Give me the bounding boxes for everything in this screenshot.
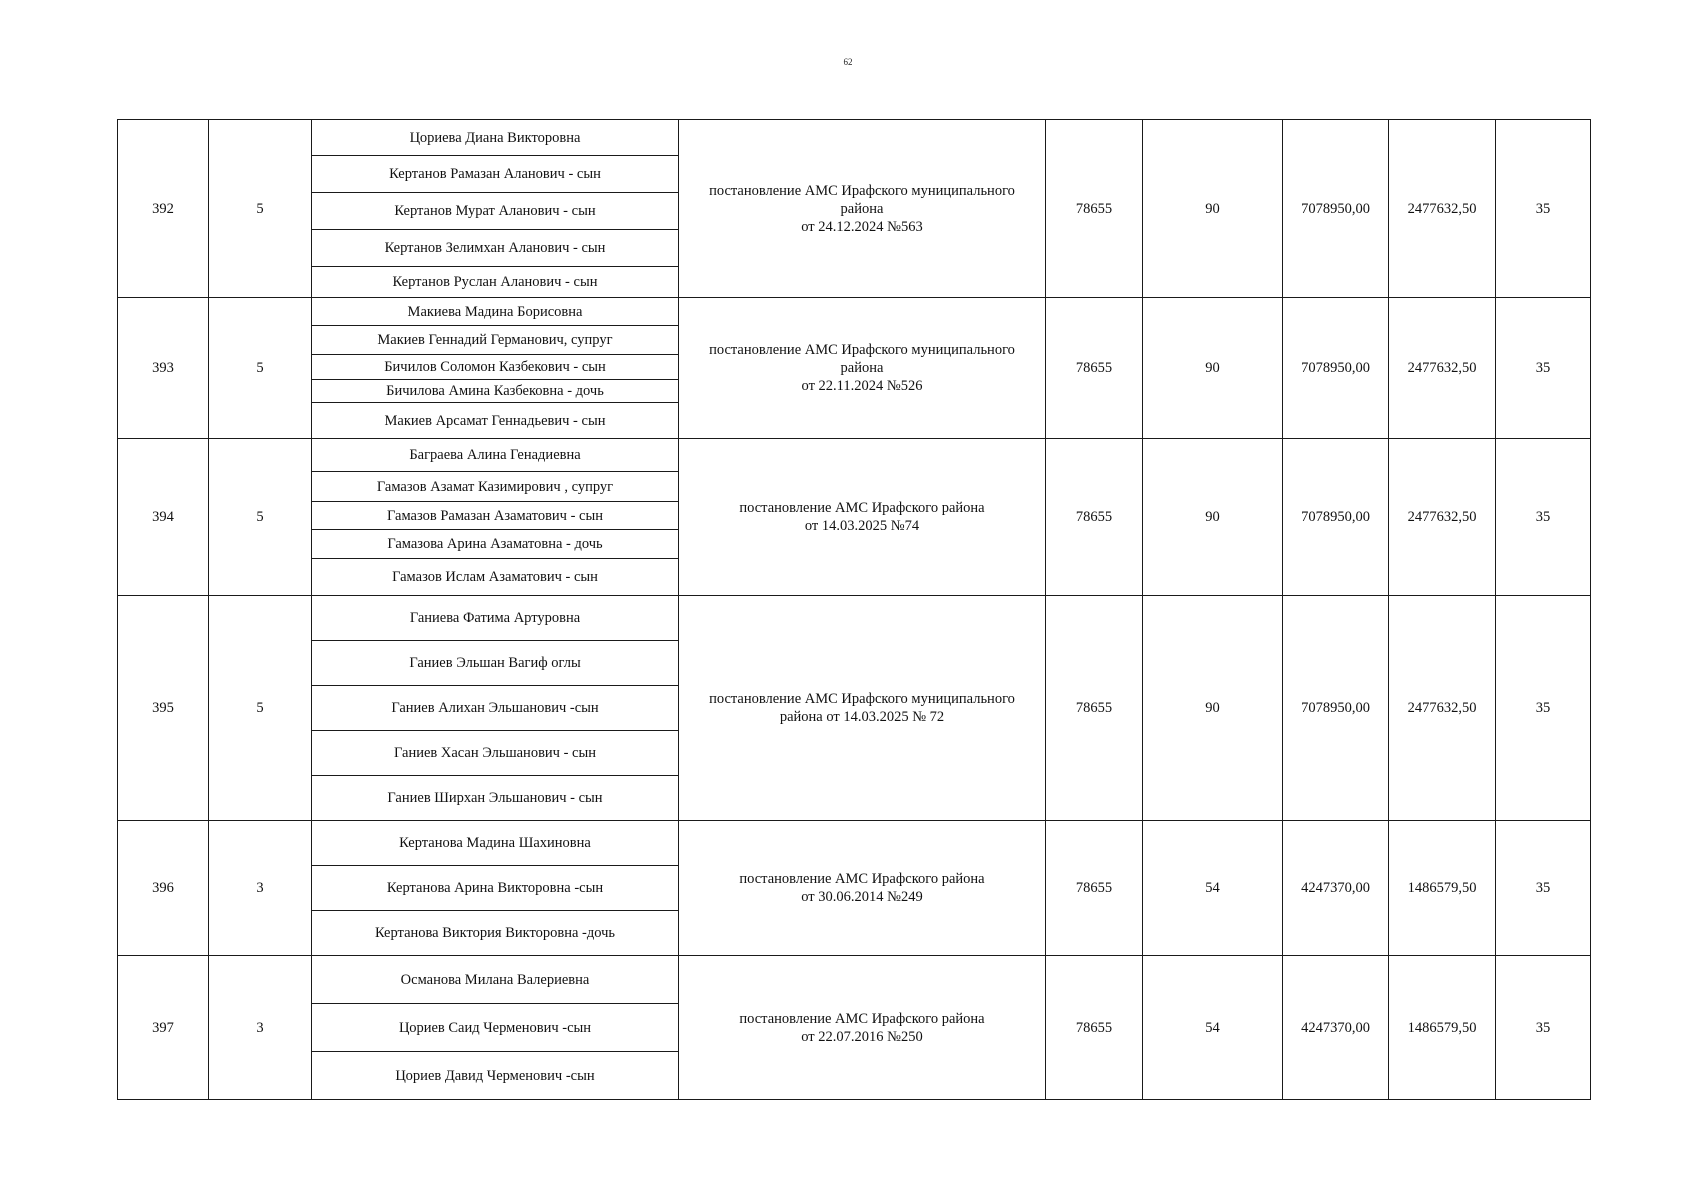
cost-norm-cell: 78655 bbox=[1046, 439, 1143, 596]
payment-cell: 2477632,50 bbox=[1389, 120, 1496, 298]
family-member-cell: Цориев Саид Черменович -сын bbox=[312, 1004, 679, 1052]
document-line: постановление АМС Ирафского района bbox=[739, 871, 985, 887]
total-cost-cell: 7078950,00 bbox=[1283, 439, 1389, 596]
family-member-cell: Кертанова Виктория Викторовна -дочь bbox=[312, 911, 679, 956]
family-member-cell: Кертанов Рамазан Аланович - сын bbox=[312, 156, 679, 193]
family-member-cell: Ганиева Фатима Артуровна bbox=[312, 596, 679, 641]
family-member-cell: Цориева Диана Викторовна bbox=[312, 120, 679, 156]
family-member-cell: Цориев Давид Черменович -сын bbox=[312, 1052, 679, 1100]
area-cell: 90 bbox=[1143, 298, 1283, 439]
document-cell bbox=[679, 298, 1046, 439]
cost-norm-cell: 78655 bbox=[1046, 596, 1143, 821]
row-number-cell: 395 bbox=[118, 596, 209, 821]
total-cost-cell: 4247370,00 bbox=[1283, 956, 1389, 1100]
family-size-cell: 5 bbox=[209, 120, 312, 298]
document-line: постановление АМС Ирафского района bbox=[739, 500, 985, 516]
family-member-cell: Макиева Мадина Борисовна bbox=[312, 298, 679, 326]
family-member-cell: Кертанов Руслан Аланович - сын bbox=[312, 267, 679, 298]
family-member-cell: Ганиев Алихан Эльшанович -сын bbox=[312, 686, 679, 731]
row-number-cell: 397 bbox=[118, 956, 209, 1100]
family-member-cell: Гамазов Рамазан Азаматович - сын bbox=[312, 502, 679, 530]
area-cell: 54 bbox=[1143, 821, 1283, 956]
family-size-cell: 3 bbox=[209, 956, 312, 1100]
family-size-cell: 5 bbox=[209, 596, 312, 821]
document-cell bbox=[679, 956, 1046, 1100]
family-member-cell: Кертанов Мурат Аланович - сын bbox=[312, 193, 679, 230]
area-cell: 90 bbox=[1143, 596, 1283, 821]
family-member-cell: Ганиев Хасан Эльшанович - сын bbox=[312, 731, 679, 776]
row-number-cell: 394 bbox=[118, 439, 209, 596]
total-cost-cell: 7078950,00 bbox=[1283, 120, 1389, 298]
document-cell bbox=[679, 821, 1046, 956]
family-member-cell: Гамазов Ислам Азаматович - сын bbox=[312, 559, 679, 596]
document-line: района bbox=[840, 360, 884, 376]
total-cost-cell: 4247370,00 bbox=[1283, 821, 1389, 956]
document-line: постановление АМС Ирафского района bbox=[739, 1010, 985, 1027]
family-member-cell: Кертанов Зелимхан Аланович - сын bbox=[312, 230, 679, 267]
area-cell: 54 bbox=[1143, 956, 1283, 1100]
total-cost-cell: 7078950,00 bbox=[1283, 596, 1389, 821]
table-row bbox=[118, 596, 1591, 641]
row-number-cell: 396 bbox=[118, 821, 209, 956]
family-member-cell: Макиев Арсамат Геннадьевич - сын bbox=[312, 403, 679, 439]
cost-norm-cell: 78655 bbox=[1046, 956, 1143, 1100]
document-line: от 14.03.2025 №74 bbox=[804, 518, 920, 534]
percent-cell: 35 bbox=[1496, 439, 1591, 596]
document-line: от 30.06.2014 №249 bbox=[801, 889, 923, 905]
table-row bbox=[118, 956, 1591, 1004]
document-cell bbox=[679, 120, 1046, 298]
area-cell: 90 bbox=[1143, 120, 1283, 298]
total-cost-cell: 7078950,00 bbox=[1283, 298, 1389, 439]
document-line: от 22.11.2024 №526 bbox=[801, 378, 923, 394]
payment-cell: 2477632,50 bbox=[1389, 298, 1496, 439]
document-line: от 24.12.2024 №563 bbox=[801, 218, 923, 235]
payment-cell: 2477632,50 bbox=[1389, 439, 1496, 596]
percent-cell: 35 bbox=[1496, 956, 1591, 1100]
document-cell bbox=[679, 439, 1046, 596]
cost-norm-cell: 78655 bbox=[1046, 120, 1143, 298]
registry-table bbox=[117, 119, 1591, 1100]
row-number-cell: 392 bbox=[118, 120, 209, 298]
row-number-cell: 393 bbox=[118, 298, 209, 439]
document-line: района от 14.03.2025 № 72 bbox=[779, 709, 945, 725]
payment-cell: 2477632,50 bbox=[1389, 596, 1496, 821]
cost-norm-cell: 78655 bbox=[1046, 298, 1143, 439]
document-line: постановление АМС Ирафского муниципального bbox=[709, 182, 1015, 199]
family-size-cell: 5 bbox=[209, 439, 312, 596]
table-row bbox=[118, 120, 1591, 156]
document-line: района bbox=[840, 200, 884, 217]
family-member-cell: Гамазова Арина Азаматовна - дочь bbox=[312, 530, 679, 559]
document-line: постановление АМС Ирафского муниципального bbox=[709, 342, 1015, 358]
family-member-cell: Ганиев Эльшан Вагиф оглы bbox=[312, 641, 679, 686]
payment-cell: 1486579,50 bbox=[1389, 821, 1496, 956]
document-line: постановление АМС Ирафского муниципального bbox=[709, 691, 1015, 707]
family-member-cell: Ганиев Ширхан Эльшанович - сын bbox=[312, 776, 679, 821]
family-member-cell: Кертанова Мадина Шахиновна bbox=[312, 821, 679, 866]
table-row bbox=[118, 821, 1591, 866]
percent-cell: 35 bbox=[1496, 821, 1591, 956]
family-member-cell: Османова Милана Валериевна bbox=[312, 956, 679, 1004]
area-cell: 90 bbox=[1143, 439, 1283, 596]
family-member-cell: Макиев Геннадий Германович, супруг bbox=[312, 326, 679, 355]
percent-cell: 35 bbox=[1496, 298, 1591, 439]
family-size-cell: 3 bbox=[209, 821, 312, 956]
page-number: 62 bbox=[843, 57, 853, 67]
family-member-cell: Кертанова Арина Викторовна -сын bbox=[312, 866, 679, 911]
document-cell bbox=[679, 596, 1046, 821]
percent-cell: 35 bbox=[1496, 596, 1591, 821]
family-size-cell: 5 bbox=[209, 298, 312, 439]
family-member-cell: Гамазов Азамат Казимирович , супруг bbox=[312, 472, 679, 502]
percent-cell: 35 bbox=[1496, 120, 1591, 298]
table-row bbox=[118, 298, 1591, 326]
cost-norm-cell: 78655 bbox=[1046, 821, 1143, 956]
family-member-cell: Баграева Алина Генадиевна bbox=[312, 439, 679, 472]
document-line: от 22.07.2016 №250 bbox=[801, 1028, 923, 1045]
registry-body bbox=[118, 120, 1591, 1100]
family-member-cell: Бичилова Амина Казбековна - дочь bbox=[312, 380, 679, 403]
family-member-cell: Бичилов Соломон Казбекович - сын bbox=[312, 355, 679, 380]
payment-cell: 1486579,50 bbox=[1389, 956, 1496, 1100]
table-row bbox=[118, 439, 1591, 472]
